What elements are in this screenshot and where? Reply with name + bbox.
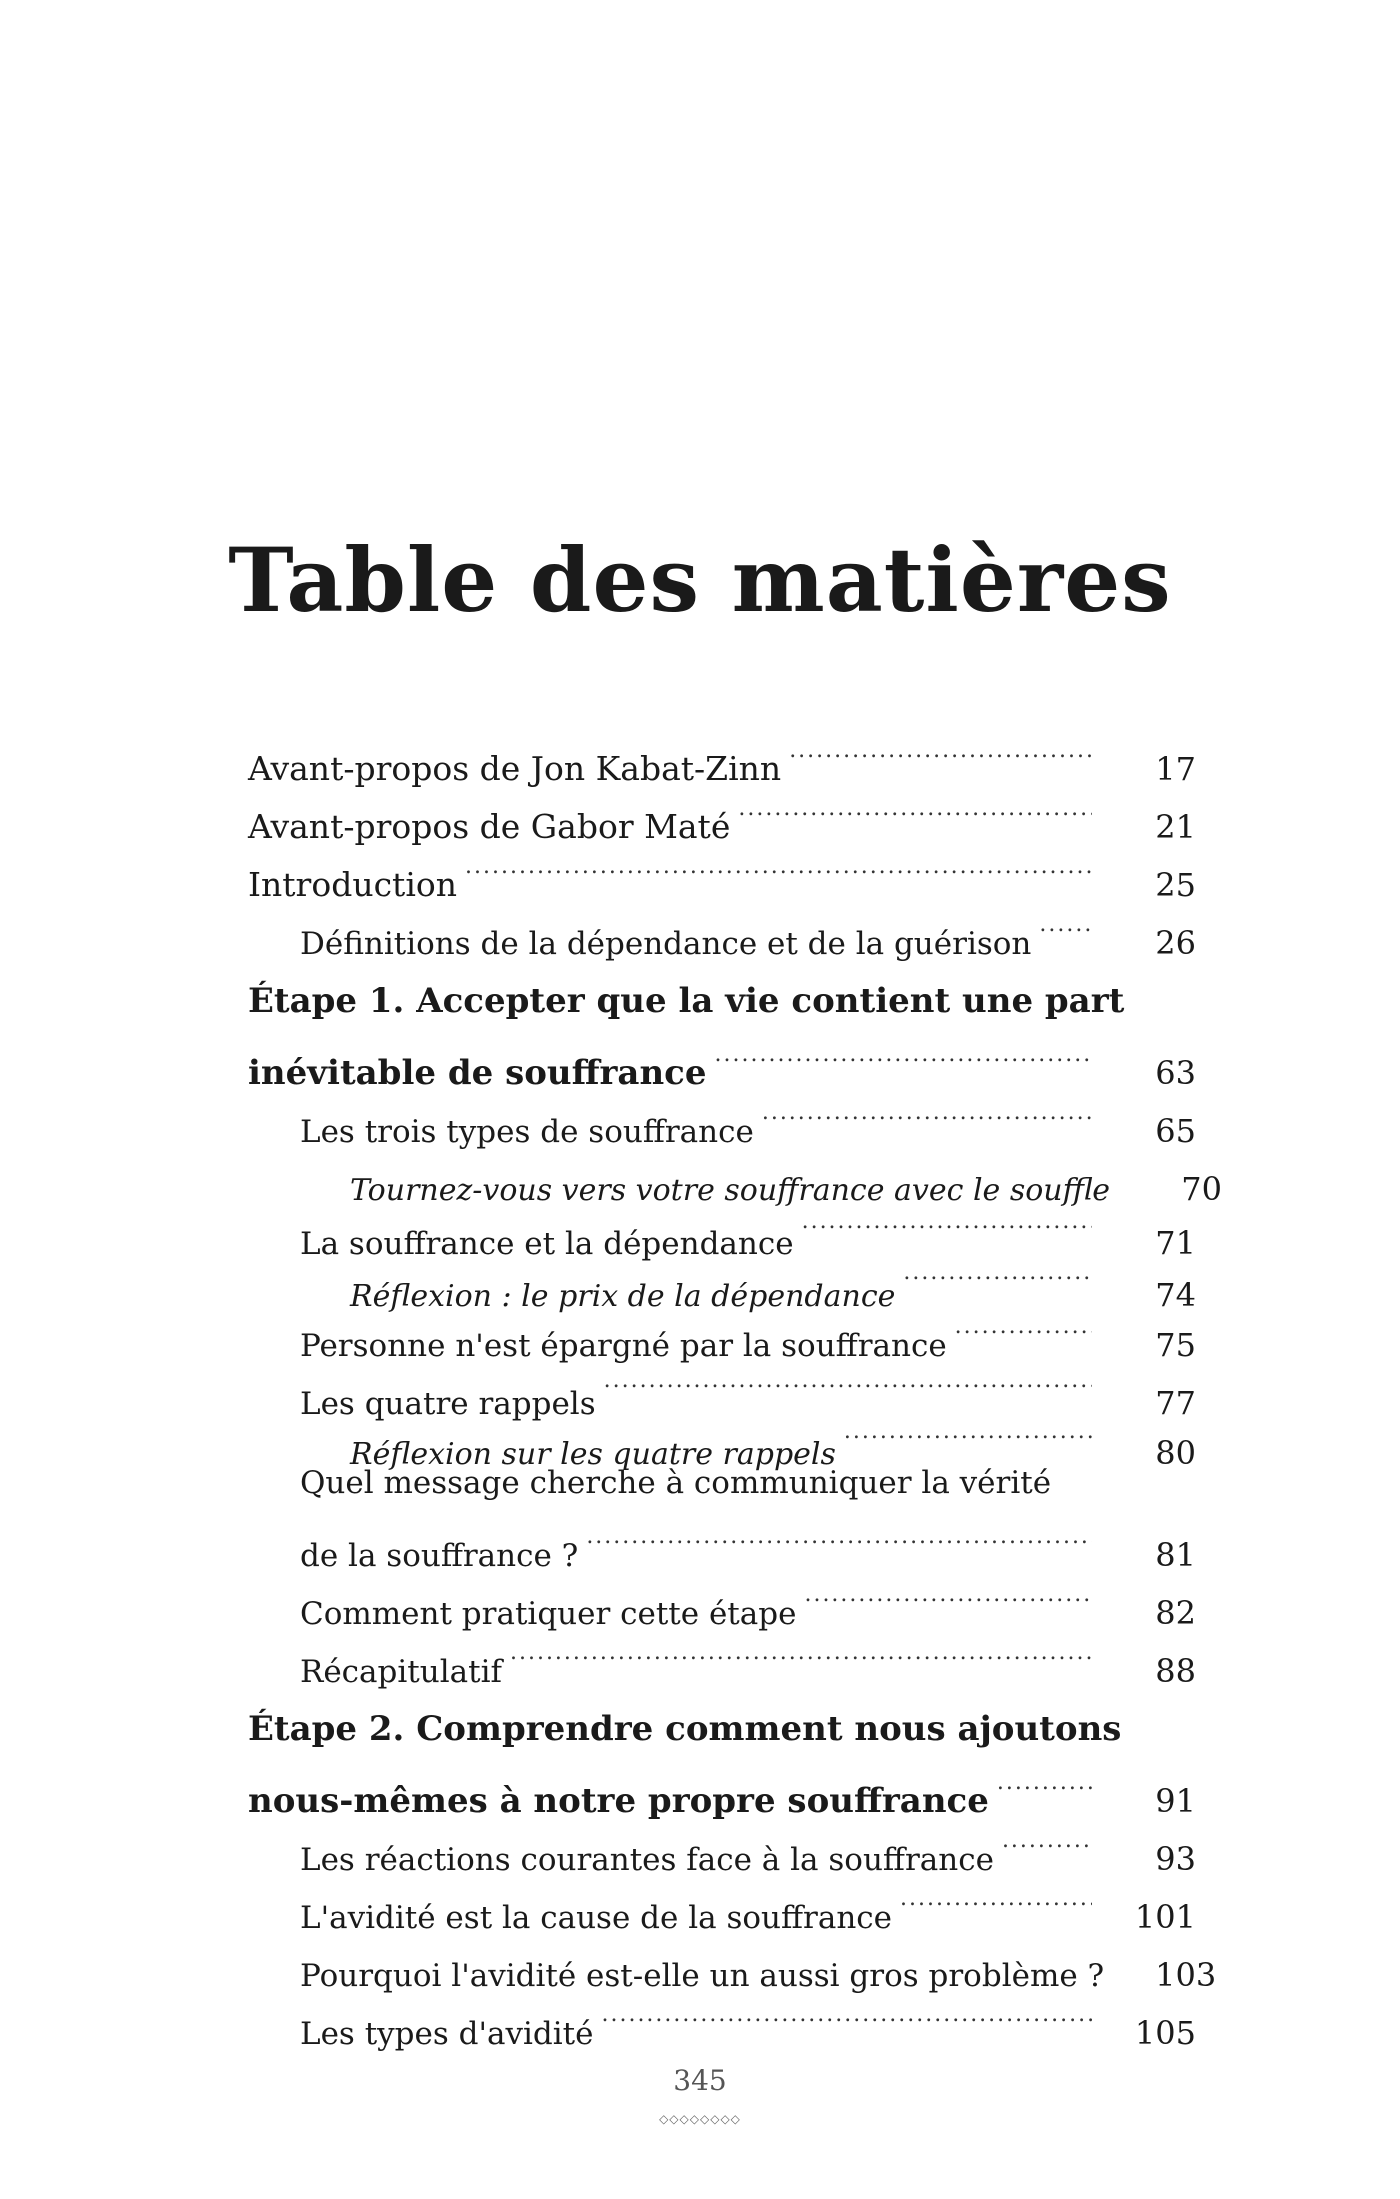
toc-entry-label: Comment pratiquer cette étape <box>300 1596 797 1632</box>
toc-entry-label: Réflexion sur les quatre rappels <box>350 1437 836 1472</box>
toc-page-number: 80 <box>1155 1434 1196 1472</box>
toc-entry-label: Définitions de la dépendance et de la guérison <box>300 926 1032 962</box>
toc-entry-label: Réflexion : le prix de la dépendance <box>350 1279 896 1314</box>
leader-dots <box>738 780 1092 838</box>
toc-page-number: 71 <box>1155 1224 1196 1262</box>
toc-entry[interactable] <box>248 1196 1196 1262</box>
toc-entry-label: Tournez-vous vers votre souffrance avec le souffle <box>350 1173 1110 1208</box>
toc-step-heading[interactable] <box>248 976 1196 1093</box>
toc-entry-label: L'avidité est la cause de la souffrance <box>300 1900 892 1936</box>
leader-dots <box>955 1298 1092 1356</box>
toc-page-number: 91 <box>1155 1782 1196 1820</box>
toc-entry[interactable] <box>248 1624 1196 1690</box>
toc-page-number: 103 <box>1155 1956 1217 1994</box>
leader-dots <box>715 1026 1092 1084</box>
toc-page-number: 65 <box>1155 1112 1196 1150</box>
toc-entry[interactable] <box>248 1356 1196 1422</box>
toc-entry-label: nous-mêmes à notre propre souffrance <box>248 1781 989 1821</box>
toc-page-number: 63 <box>1155 1054 1196 1092</box>
toc-entry[interactable] <box>248 1406 1196 1472</box>
toc-entry-label: Les réactions courantes face à la souffrance <box>300 1842 994 1878</box>
toc-page-number: 70 <box>1181 1170 1222 1208</box>
toc-entry-label: Les trois types de souffrance <box>300 1114 754 1150</box>
page-number: 345 <box>673 2064 727 2097</box>
leader-dots <box>465 838 1092 896</box>
toc-page-number: 74 <box>1155 1276 1196 1314</box>
toc-entry-label: Les types d'avidité <box>300 2016 594 2052</box>
toc-entry[interactable] <box>248 1986 1196 2052</box>
toc-entry[interactable] <box>248 896 1196 962</box>
leader-dots <box>789 722 1092 780</box>
leader-dots <box>844 1406 1092 1464</box>
toc-page-number: 75 <box>1155 1326 1196 1364</box>
toc-entry-label: Personne n'est épargné par la souffrance <box>300 1328 947 1364</box>
toc-entry-label: Étape 1. Accepter que la vie contient une part <box>248 981 1125 1021</box>
leader-dots <box>802 1196 1092 1254</box>
table-of-contents <box>248 722 1222 2052</box>
toc-page-number: 82 <box>1155 1594 1196 1632</box>
leader-dots <box>804 1566 1092 1624</box>
toc-page-number: 17 <box>1155 750 1196 788</box>
leader-dots <box>762 1084 1092 1142</box>
toc-entry-label: Récapitulatif <box>300 1654 502 1690</box>
leader-dots <box>1039 896 1092 954</box>
toc-entry-label: Les quatre rappels <box>300 1386 596 1422</box>
toc-entry-label: Quel message cherche à communiquer la vérité <box>300 1465 1052 1501</box>
toc-step-heading[interactable] <box>248 1704 1196 1821</box>
toc-entry[interactable] <box>248 1142 1222 1208</box>
toc-entry[interactable] <box>248 838 1196 904</box>
toc-page-number: 26 <box>1155 924 1196 962</box>
toc-page-number: 101 <box>1134 1898 1196 1936</box>
leader-dots <box>900 1870 1092 1928</box>
toc-entry-label: Avant-propos de Jon Kabat-Zinn <box>248 749 782 788</box>
toc-page-number: 21 <box>1155 808 1196 846</box>
toc-entry[interactable] <box>248 1298 1196 1364</box>
toc-entry[interactable] <box>248 1812 1196 1878</box>
toc-page-number: 88 <box>1155 1652 1196 1690</box>
toc-entry-label: Introduction <box>248 865 457 904</box>
toc-entry[interactable] <box>248 1084 1196 1150</box>
toc-entry[interactable] <box>248 1928 1217 1994</box>
leader-dots <box>997 1754 1092 1812</box>
toc-entry[interactable] <box>248 1870 1196 1936</box>
page-title: Table des matières <box>228 528 1172 632</box>
leader-dots <box>510 1624 1092 1682</box>
toc-entry[interactable] <box>248 722 1196 788</box>
leader-dots <box>601 1986 1092 2044</box>
diamond-ornament-icon: ◇◇◇◇◇◇◇◇ <box>659 2112 741 2126</box>
toc-entry-label: Avant-propos de Gabor Maté <box>248 807 731 846</box>
toc-page-number: 81 <box>1155 1536 1196 1574</box>
toc-entry-label: La souffrance et la dépendance <box>300 1226 794 1262</box>
toc-entry[interactable] <box>248 780 1196 846</box>
toc-page-number: 93 <box>1155 1840 1196 1878</box>
leader-dots <box>1002 1812 1092 1870</box>
toc-entry-label: de la souffrance ? <box>300 1538 579 1574</box>
toc-page-number: 105 <box>1134 2014 1196 2052</box>
toc-entry-label: inévitable de souffrance <box>248 1053 707 1093</box>
toc-entry[interactable] <box>248 1248 1196 1314</box>
toc-page-number: 77 <box>1155 1384 1196 1422</box>
leader-dots <box>586 1508 1092 1566</box>
toc-page-number: 25 <box>1155 866 1196 904</box>
toc-entry[interactable] <box>248 1458 1196 1574</box>
toc-entry-label: Étape 2. Comprendre comment nous ajoutons <box>248 1709 1122 1749</box>
toc-entry[interactable] <box>248 1566 1196 1632</box>
toc-entry-label: Pourquoi l'avidité est-elle un aussi gros problème ? <box>300 1958 1105 1994</box>
